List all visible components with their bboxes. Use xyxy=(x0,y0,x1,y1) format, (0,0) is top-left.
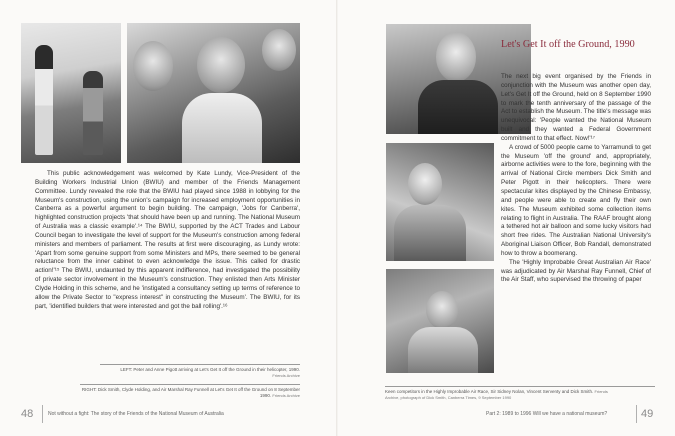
caption-credit: Friends Archive, photograph of Dick Smith, Canberra Times, 9 September 1990 xyxy=(385,389,608,400)
page-number: 48 xyxy=(21,408,34,420)
footer-divider xyxy=(636,405,637,423)
paragraph: The 'Highly Improbable Great Australian Air Race' was adjudicated by Air Marshal Ray Funnell, Chief of the Air Staff, who supervised the throwing of paper xyxy=(501,258,651,284)
caption-air-race xyxy=(385,389,615,401)
caption-rule xyxy=(80,384,300,385)
running-footer: Not without a fight: The story of the Friends of the National Museum of Australia xyxy=(48,411,224,417)
section-heading: Let's Get It off the Ground, 1990 xyxy=(501,39,635,50)
page-number: 49 xyxy=(641,408,654,420)
photo-man-paper-plane xyxy=(386,143,494,261)
footer-divider xyxy=(42,405,43,423)
photo-smith-holding-funnell xyxy=(127,23,300,163)
caption-text: RIGHT: Dick Smith, Clyde Holding, and Air Marshal Ray Funnell at Let's Get It off the Ground on 8 September 1990. xyxy=(81,387,300,398)
photo-face xyxy=(436,32,476,82)
caption-rule xyxy=(100,364,300,365)
photo-figure xyxy=(394,205,466,261)
running-footer: Part 2: 1989 to 1996 Will we have a national museum? xyxy=(486,411,608,417)
photo-figure xyxy=(83,71,103,155)
photo-face xyxy=(133,41,173,91)
photo-figure xyxy=(418,80,498,134)
photo-face xyxy=(197,37,245,93)
photo-figure xyxy=(35,45,53,155)
right-page xyxy=(338,0,675,436)
photo-man-with-hat xyxy=(386,269,494,373)
photo-face xyxy=(426,291,458,329)
left-body-text: This public acknowledgement was welcomed by Kate Lundy, Vice-President of the Building Workers Industrial Union (BWIU) and member of the Friends Management Committee. Lundy revealed the role that the BWIU had played since 1988 in lobbying for the Museum's construction, using the union's campaign for increased employment opportunities in Canberra as a powerful argument to begin building. The campaign, 'Jobs for Canberra', highlighted construction projects 'that should have been up and running. The National Museum of Australia was a classic example'.¹⁴ The BWIU, supported by the ACT Trades and Labour Council began to investigate the level of support for the Museum's construction among federal ministers and members of parliament. The results at first were discouraging, as Lundy wrote: 'Apart from some genuine support from some Ministers and MPs, there seemed to be general reluctance from the inner cabinet to even acknowledge the issue. This called for drastic action!'¹⁵ The BWIU, undaunted by this apparent indifference, had investigated the possibility of private sector involvement in the Museum's construction. They enlisted then Arts Minister Clyde Holding in this scheme, and he 'instigated a consultancy setting up terms of reference to allow the Private Sector to "express interest" in constructing the Museum'. The BWIU, for its part, 'identified builders that were interested and got the ball rolling'.¹⁶ xyxy=(35,170,300,310)
photo-face xyxy=(408,163,442,205)
photo-figure xyxy=(408,327,478,373)
paragraph: A crowd of 5000 people came to Yarramundi to get the Museum 'off the ground' and, appropriately, airborne activities were to the fore, beginning with the arrival of National Circle members Dick Smith and Peter Pigott in their helicopters. There were spectacular kites displayed by the Chinese Embassy, and people were able to create and fly their own kites. The Museum exhibited some collection items relating to flight in Australia. The RAAF brought along a tethered hot air balloon and some lucky visitors had short free rides. The Australian National University's Aboriginal Liaison Officer, Bob Randall, demonstrated how to throw a boomerang. xyxy=(501,143,651,257)
right-body-text xyxy=(501,73,651,285)
caption-text: Keen competitors in the Highly Improbable Air Race, Sir Sidney Nolan, Vincent Serventy and Dick Smith. xyxy=(385,389,594,394)
caption-text: LEFT: Peter and Anne Pigott arriving at Let's Get It off the Ground in their helicopter, 1990. xyxy=(120,367,300,372)
paragraph: The next big event organised by the Friends in conjunction with the Museum was another open day, Let's Get It off the Ground, held on 8 September 1990 to mark the tenth anniversary of the passage of the Act to establish the Museum. The title's message was unequivocal: 'People wanted the National Museum built and they wanted a Federal Government commitment to that effect. Now!'¹⁷ xyxy=(501,73,651,142)
photo-face xyxy=(262,29,296,71)
caption-credit: Friends Archive xyxy=(272,393,300,398)
photo-figure xyxy=(182,93,262,163)
caption-credit: Friends Archive xyxy=(272,373,300,378)
caption-left-photo xyxy=(100,367,300,379)
left-page xyxy=(0,0,337,436)
caption-right-photo xyxy=(80,387,300,399)
caption-rule xyxy=(385,386,655,387)
photo-pigotts-helicopter xyxy=(21,23,121,163)
